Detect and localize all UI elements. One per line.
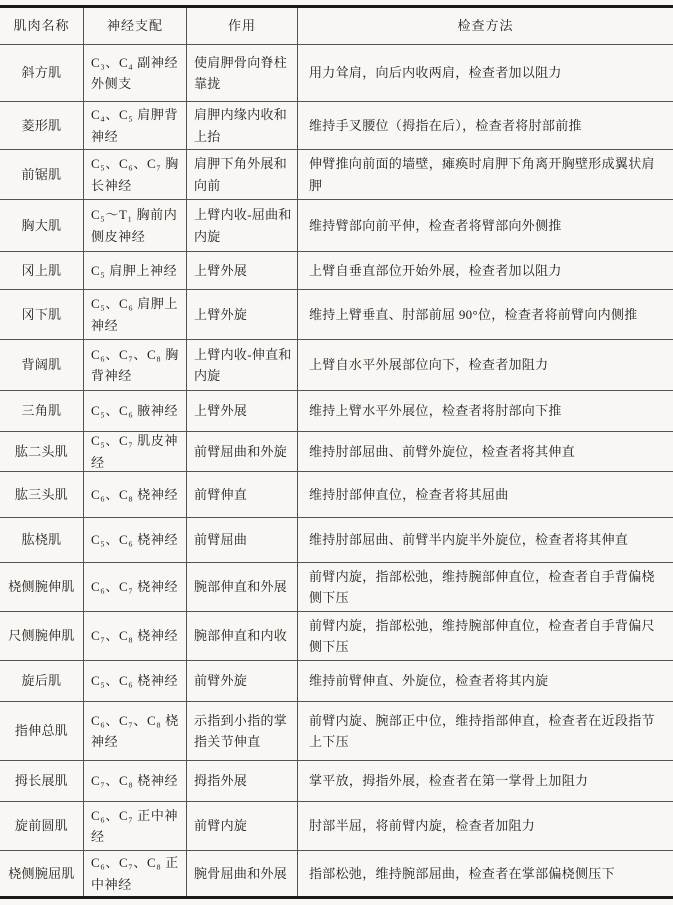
nerve-supply-cell: C₆、C₇ 正中神经 — [84, 802, 187, 850]
action-cell: 上臂内收-屈曲和内旋 — [187, 200, 298, 251]
table-row — [0, 702, 673, 761]
table-row — [0, 200, 673, 252]
action-cell: 拇指外展 — [187, 761, 298, 801]
action-cell: 前臂内旋 — [187, 802, 298, 850]
muscle-name-cell: 肱三头肌 — [0, 472, 84, 517]
muscle-name-cell: 旋前圆肌 — [0, 802, 84, 850]
action-cell: 前臂屈曲 — [187, 518, 298, 562]
muscle-name-cell: 冈上肌 — [0, 252, 84, 289]
action-cell: 使肩胛骨向脊柱靠拢 — [187, 45, 298, 101]
table-row — [0, 252, 673, 290]
exam-method-cell: 伸臂推向前面的墙壁，瘫痪时肩胛下角离开胸壁形成翼状肩胛 — [309, 156, 655, 193]
action-cell: 上臂外展 — [187, 391, 298, 431]
exam-method-cell: 指部松弛，维持腕部屈曲，检查者在掌部偏桡侧压下 — [309, 865, 615, 881]
exam-method-cell: 前臂内旋、腕部正中位，维持指部伸直，检查者在近段指节上下压 — [309, 712, 655, 749]
action-cell: 上臂外旋 — [187, 290, 298, 339]
muscle-name-cell: 尺侧腕伸肌 — [0, 612, 84, 660]
column-header-muscle: 肌肉名称 — [0, 8, 84, 44]
exam-method-cell: 维持肘部屈曲、前臂半内旋半外旋位，检查者将其伸直 — [309, 532, 629, 548]
muscle-name-cell: 桡侧腕伸肌 — [0, 563, 84, 611]
table-row — [0, 102, 673, 150]
table-row — [0, 45, 673, 102]
table-row — [0, 802, 673, 851]
action-cell: 肩胛下角外展和向前 — [187, 150, 298, 199]
nerve-supply-cell: C₅～T₁ 胸前内侧皮神经 — [84, 200, 187, 251]
nerve-supply-cell: C₅、C₆ 肩胛上神经 — [84, 290, 187, 339]
nerve-supply-cell: C₆、C₇、C₈ 桡神经 — [84, 702, 187, 760]
nerve-supply-cell: C₃、C₄ 副神经外侧支 — [84, 45, 187, 101]
nerve-supply-cell: C₅、C₆ 桡神经 — [84, 661, 187, 701]
nerve-supply-cell: C₆、C₇、C₈ 正中神经 — [84, 851, 187, 896]
table-row — [0, 340, 673, 391]
muscle-name-cell: 三角肌 — [0, 391, 84, 431]
nerve-supply-cell: C₇、C₈ 桡神经 — [84, 761, 187, 801]
action-cell: 上臂外展 — [187, 252, 298, 289]
column-header-nerve: 神经支配 — [84, 8, 187, 44]
table-row — [0, 612, 673, 661]
exam-method-cell: 维持肘部伸直位，检查者将其屈曲 — [309, 486, 509, 502]
nerve-supply-cell: C₅、C₇ 肌皮神经 — [84, 432, 187, 471]
action-cell: 前臂伸直 — [187, 472, 298, 517]
action-cell: 腕部伸直和外展 — [187, 563, 298, 611]
muscle-name-cell: 肱二头肌 — [0, 432, 84, 471]
muscle-name-cell: 前锯肌 — [0, 150, 84, 199]
table-row — [0, 761, 673, 802]
column-header-action: 作用 — [187, 8, 298, 44]
muscle-name-cell: 旋后肌 — [0, 661, 84, 701]
action-cell: 腕骨屈曲和外展 — [187, 851, 298, 896]
muscle-name-cell: 背阔肌 — [0, 340, 84, 390]
nerve-supply-cell: C₅ 肩胛上神经 — [84, 252, 187, 289]
exam-method-cell: 维持手叉腰位（拇指在后），检查者将肘部前推 — [309, 117, 582, 133]
exam-method-cell: 维持肘部屈曲、前臂外旋位，检查者将其伸直 — [309, 443, 576, 459]
muscle-name-cell: 桡侧腕屈肌 — [0, 851, 84, 896]
nerve-supply-cell: C₆、C₇、C₈ 胸背神经 — [84, 340, 187, 390]
nerve-supply-cell: C₇、C₈ 桡神经 — [84, 612, 187, 660]
column-header-method: 检查方法 — [457, 18, 514, 34]
muscle-name-cell: 胸大肌 — [0, 200, 84, 251]
muscle-name-cell: 斜方肌 — [0, 45, 84, 101]
table-row — [0, 150, 673, 200]
muscle-name-cell: 菱形肌 — [0, 102, 84, 149]
table-header-row — [0, 8, 673, 45]
exam-method-cell: 维持上臂垂直、肘部前屈 90°位，检查者将前臂向内侧推 — [309, 306, 638, 322]
table-row — [0, 851, 673, 896]
exam-method-cell: 掌平放，拇指外展，检查者在第一掌骨上加阻力 — [309, 773, 589, 789]
exam-method-cell: 维持前臂伸直、外旋位，检查者将其内旋 — [309, 673, 549, 689]
action-cell: 肩胛内缘内收和上抬 — [187, 102, 298, 149]
muscle-name-cell: 冈下肌 — [0, 290, 84, 339]
nerve-supply-cell: C₅、C₆、C₇ 胸长神经 — [84, 150, 187, 199]
exam-method-cell: 上臂自水平外展部位向下，检查者加阻力 — [309, 357, 549, 373]
exam-method-cell: 维持臂部向前平伸，检查者将臂部向外侧推 — [309, 217, 562, 233]
action-cell: 前臂外旋 — [187, 661, 298, 701]
action-cell: 腕部伸直和内收 — [187, 612, 298, 660]
exam-method-cell: 前臂内旋，指部松弛，维持腕部伸直位，检查者自手背偏尺侧下压 — [309, 617, 655, 654]
muscle-name-cell: 拇长展肌 — [0, 761, 84, 801]
action-cell: 示指到小指的掌指关节伸直 — [187, 702, 298, 760]
exam-method-cell: 上臂自垂直部位开始外展，检查者加以阻力 — [309, 262, 562, 278]
nerve-supply-cell: C₆、C₈ 桡神经 — [84, 472, 187, 517]
muscle-exam-table — [0, 5, 673, 899]
exam-method-cell: 前臂内旋，指部松弛，维持腕部伸直位，检查者自手背偏桡侧下压 — [309, 568, 655, 605]
table-row — [0, 518, 673, 563]
table-row — [0, 472, 673, 518]
nerve-supply-cell: C₄、C₅ 肩胛背神经 — [84, 102, 187, 149]
exam-method-cell: 维持上臂水平外展位，检查者将肘部向下推 — [309, 403, 562, 419]
nerve-supply-cell: C₅、C₆ 桡神经 — [84, 518, 187, 562]
action-cell: 上臂内收-伸直和内旋 — [187, 340, 298, 390]
table-row — [0, 563, 673, 612]
exam-method-cell: 用力耸肩，向后内收两肩，检查者加以阻力 — [309, 65, 562, 81]
exam-method-cell: 肘部半屈，将前臂内旋，检查者加阻力 — [309, 818, 536, 834]
nerve-supply-cell: C₆、C₇ 桡神经 — [84, 563, 187, 611]
table-row — [0, 661, 673, 702]
table-row — [0, 432, 673, 472]
action-cell: 前臂屈曲和外旋 — [187, 432, 298, 471]
muscle-name-cell: 肱桡肌 — [0, 518, 84, 562]
table-row — [0, 290, 673, 340]
muscle-name-cell: 指伸总肌 — [0, 702, 84, 760]
nerve-supply-cell: C₅、C₆ 腋神经 — [84, 391, 187, 431]
table-row — [0, 391, 673, 432]
